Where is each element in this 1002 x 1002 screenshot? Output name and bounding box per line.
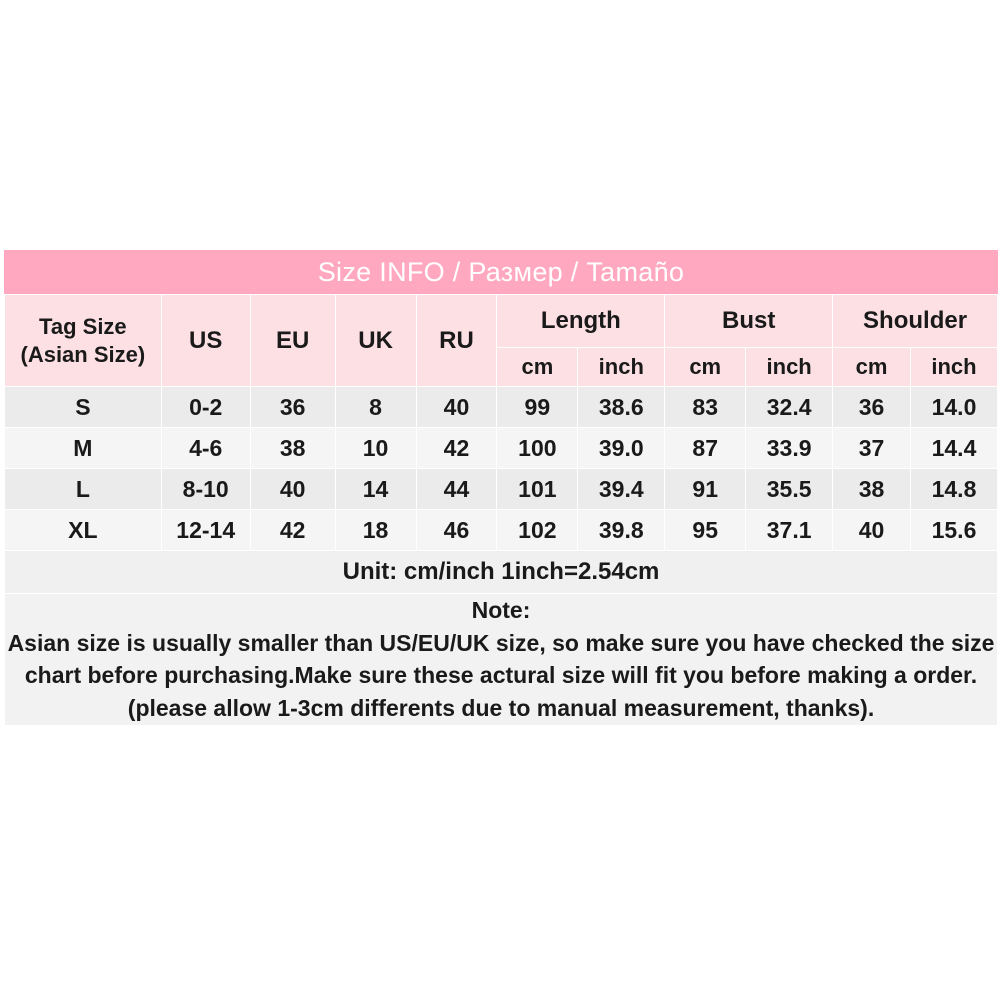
header-uk: UK [335,295,416,387]
cell-length-inch: 39.8 [578,510,665,551]
table-header-group-row [5,295,998,348]
header-length: Length [497,295,665,348]
cell-tag: XL [5,510,162,551]
cell-tag: L [5,469,162,510]
cell-bust-cm: 91 [665,469,746,510]
header-length-inch: inch [578,348,665,387]
cell-ru: 42 [416,428,497,469]
header-shoulder-inch: inch [910,348,997,387]
cell-tag: S [5,387,162,428]
cell-shoulder-inch: 14.0 [910,387,997,428]
size-table [4,294,998,726]
header-length-cm: cm [497,348,578,387]
cell-us: 12-14 [161,510,250,551]
note-label: Note: [471,597,531,623]
cell-eu: 40 [250,469,335,510]
cell-ru: 46 [416,510,497,551]
cell-us: 4-6 [161,428,250,469]
cell-ru: 44 [416,469,497,510]
size-chart-title: Size INFO / Размер / Tamaño [4,250,998,294]
cell-bust-cm: 95 [665,510,746,551]
cell-uk: 8 [335,387,416,428]
size-chart [4,250,998,726]
cell-length-inch: 39.4 [578,469,665,510]
cell-eu: 42 [250,510,335,551]
unit-note-row [5,551,998,594]
cell-length-cm: 100 [497,428,578,469]
cell-bust-inch: 37.1 [746,510,833,551]
cell-shoulder-cm: 37 [833,428,911,469]
table-row [5,510,998,551]
cell-bust-inch: 35.5 [746,469,833,510]
cell-uk: 18 [335,510,416,551]
cell-uk: 10 [335,428,416,469]
table-row [5,428,998,469]
header-shoulder-cm: cm [833,348,911,387]
cell-length-cm: 99 [497,387,578,428]
header-ru: RU [416,295,497,387]
cell-shoulder-inch: 14.8 [910,469,997,510]
cell-eu: 36 [250,387,335,428]
cell-shoulder-inch: 14.4 [910,428,997,469]
table-row [5,387,998,428]
header-tag-size: Tag Size (Asian Size) [5,295,162,387]
cell-uk: 14 [335,469,416,510]
cell-length-cm: 101 [497,469,578,510]
cell-length-inch: 39.0 [578,428,665,469]
note-cell [5,594,998,726]
cell-us: 0-2 [161,387,250,428]
header-bust-inch: inch [746,348,833,387]
cell-shoulder-cm: 38 [833,469,911,510]
header-bust-cm: cm [665,348,746,387]
cell-shoulder-inch: 15.6 [910,510,997,551]
cell-us: 8-10 [161,469,250,510]
cell-bust-cm: 83 [665,387,746,428]
cell-length-cm: 102 [497,510,578,551]
cell-eu: 38 [250,428,335,469]
cell-length-inch: 38.6 [578,387,665,428]
cell-tag: M [5,428,162,469]
note-row [5,594,998,726]
header-bust: Bust [665,295,833,348]
unit-note: Unit: cm/inch 1inch=2.54cm [5,551,998,594]
cell-bust-inch: 33.9 [746,428,833,469]
note-text: Asian size is usually smaller than US/EU/UK size, so make sure you have checked the size chart before purchasing.Make sure these actural size will fit you before making a order.(please allow 1-3cm differents due to manual measurement, thanks). [7,629,995,721]
table-row [5,469,998,510]
header-eu: EU [250,295,335,387]
cell-shoulder-cm: 40 [833,510,911,551]
cell-bust-inch: 32.4 [746,387,833,428]
cell-shoulder-cm: 36 [833,387,911,428]
cell-ru: 40 [416,387,497,428]
header-us: US [161,295,250,387]
header-shoulder: Shoulder [833,295,998,348]
cell-bust-cm: 87 [665,428,746,469]
